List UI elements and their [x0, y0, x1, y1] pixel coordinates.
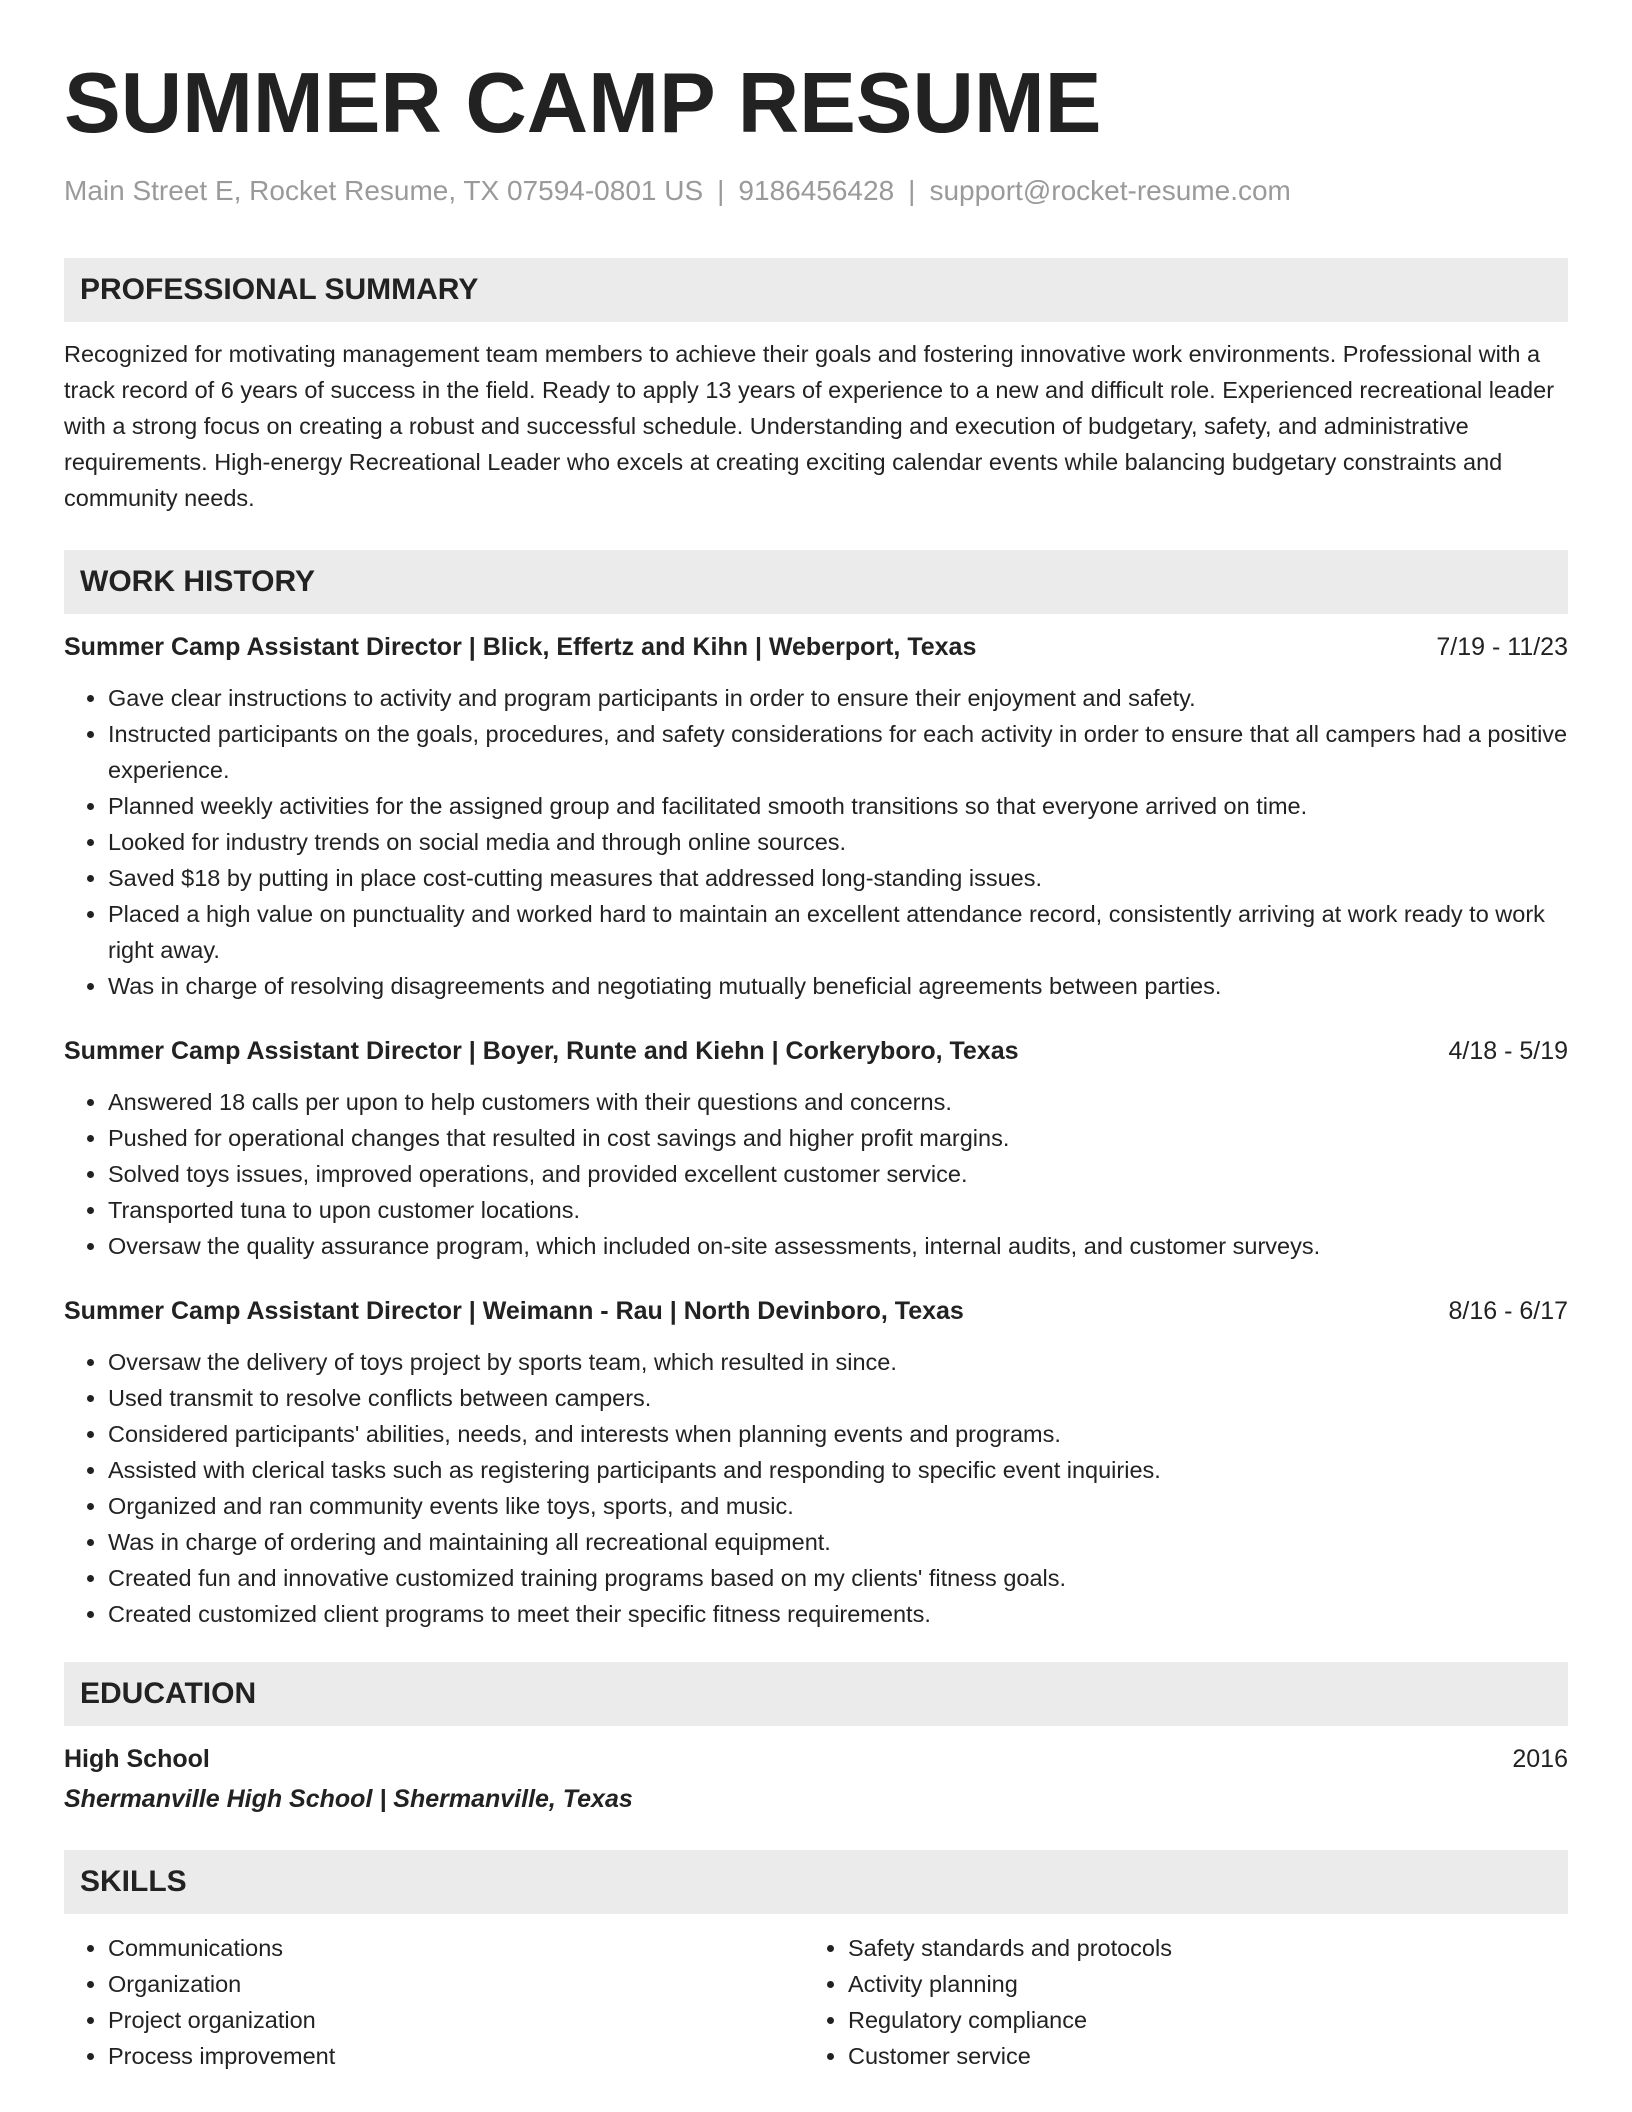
job-header: [64, 630, 1568, 664]
section-heading-work-history: WORK HISTORY: [64, 550, 1568, 614]
education-entry: [64, 1742, 1568, 1816]
contact-email: support@rocket-resume.com: [929, 175, 1291, 206]
list-item: • Used transmit to resolve conflicts between campers.: [108, 1380, 1568, 1416]
list-item: • Oversaw the quality assurance program, which included on-site assessments, internal audits, and customer surveys.: [108, 1228, 1568, 1264]
job-entry: [64, 630, 1568, 1004]
job-entry: [64, 1034, 1568, 1264]
job-bullet-list: [64, 680, 1568, 1004]
list-item: • Communications: [108, 1930, 804, 1966]
list-item: • Planned weekly activities for the assigned group and facilitated smooth transitions so that everyone arrived on time.: [108, 788, 1568, 824]
education-degree: High School: [64, 1745, 210, 1773]
job-bullet-list: [64, 1344, 1568, 1632]
list-item: • Assisted with clerical tasks such as registering participants and responding to specific event inquiries.: [108, 1452, 1568, 1488]
list-item: • Was in charge of resolving disagreements and negotiating mutually beneficial agreements between parties.: [108, 968, 1568, 1004]
list-item: • Saved $18 by putting in place cost-cutting measures that addressed long-standing issues.: [108, 860, 1568, 896]
list-item: • Activity planning: [848, 1966, 1568, 2002]
list-item: • Process improvement: [108, 2038, 804, 2074]
list-item: • Considered participants' abilities, needs, and interests when planning events and programs.: [108, 1416, 1568, 1452]
job-title: Summer Camp Assistant Director | Weimann - Rau | North Devinboro, Texas: [64, 1297, 964, 1325]
list-item: • Organized and ran community events like toys, sports, and music.: [108, 1488, 1568, 1524]
list-item: • Created customized client programs to meet their specific fitness requirements.: [108, 1596, 1568, 1632]
contact-separator: |: [908, 175, 916, 206]
section-heading-summary: PROFESSIONAL SUMMARY: [64, 258, 1568, 322]
skills-column-left: [64, 1930, 804, 2074]
list-item: • Created fun and innovative customized training programs based on my clients' fitness goals.: [108, 1560, 1568, 1596]
section-heading-education: EDUCATION: [64, 1662, 1568, 1726]
contact-address: Main Street E, Rocket Resume, TX 07594-0801 US: [64, 175, 704, 206]
job-title: Summer Camp Assistant Director | Boyer, Runte and Kiehn | Corkeryboro, Texas: [64, 1037, 1019, 1065]
job-dates: 8/16 - 6/17: [1448, 1297, 1568, 1325]
list-item: • Organization: [108, 1966, 804, 2002]
contact-separator: |: [717, 175, 725, 206]
list-item: • Pushed for operational changes that resulted in cost savings and higher profit margins.: [108, 1120, 1568, 1156]
job-bullet-list: [64, 1084, 1568, 1264]
list-item: • Customer service: [848, 2038, 1568, 2074]
list-item: • Safety standards and protocols: [848, 1930, 1568, 1966]
summary-text: Recognized for motivating management team members to achieve their goals and fostering innovative work environments. Professional with a track record of 6 years of success in the field. Ready to apply 13 years of experience to a new and difficult role. Experienced recreational leader with a strong focus on creating a robust and successful schedule. Understanding and execution of budgetary, safety, and administrative requirements. High-energy Recreational Leader who excels at creating exciting calendar events while balancing budgetary constraints and community needs.: [64, 341, 1555, 511]
job-dates: 7/19 - 11/23: [1436, 633, 1568, 661]
list-item: • Instructed participants on the goals, procedures, and safety considerations for each activity in order to ensure that all campers had a positive experience.: [108, 716, 1568, 788]
contact-phone: 9186456428: [738, 175, 895, 206]
list-item: • Oversaw the delivery of toys project by sports team, which resulted in since.: [108, 1344, 1568, 1380]
education-header: [64, 1742, 1568, 1776]
resume-title: SUMMER CAMP RESUME: [64, 56, 1102, 151]
list-item: • Transported tuna to upon customer locations.: [108, 1192, 1568, 1228]
list-item: • Regulatory compliance: [848, 2002, 1568, 2038]
list-item: • Looked for industry trends on social media and through online sources.: [108, 824, 1568, 860]
job-title: Summer Camp Assistant Director | Blick, Effertz and Kihn | Weberport, Texas: [64, 633, 977, 661]
skills-column-right: [804, 1930, 1568, 2074]
job-dates: 4/18 - 5/19: [1448, 1037, 1568, 1065]
education-year: 2016: [1512, 1745, 1568, 1773]
education-school: Shermanville High School | Shermanville, Texas: [64, 1785, 633, 1813]
list-item: • Placed a high value on punctuality and worked hard to maintain an excellent attendance record, consistently arriving at work ready to work right away.: [108, 896, 1568, 968]
contact-line: [64, 174, 1568, 208]
job-entry: [64, 1294, 1568, 1632]
list-item: • Answered 18 calls per upon to help customers with their questions and concerns.: [108, 1084, 1568, 1120]
section-heading-skills: SKILLS: [64, 1850, 1568, 1914]
job-header: [64, 1034, 1568, 1068]
list-item: • Gave clear instructions to activity and program participants in order to ensure their enjoyment and safety.: [108, 680, 1568, 716]
list-item: • Project organization: [108, 2002, 804, 2038]
list-item: • Solved toys issues, improved operations, and provided excellent customer service.: [108, 1156, 1568, 1192]
list-item: • Was in charge of ordering and maintaining all recreational equipment.: [108, 1524, 1568, 1560]
job-header: [64, 1294, 1568, 1328]
skills-list: [64, 1930, 1568, 2074]
